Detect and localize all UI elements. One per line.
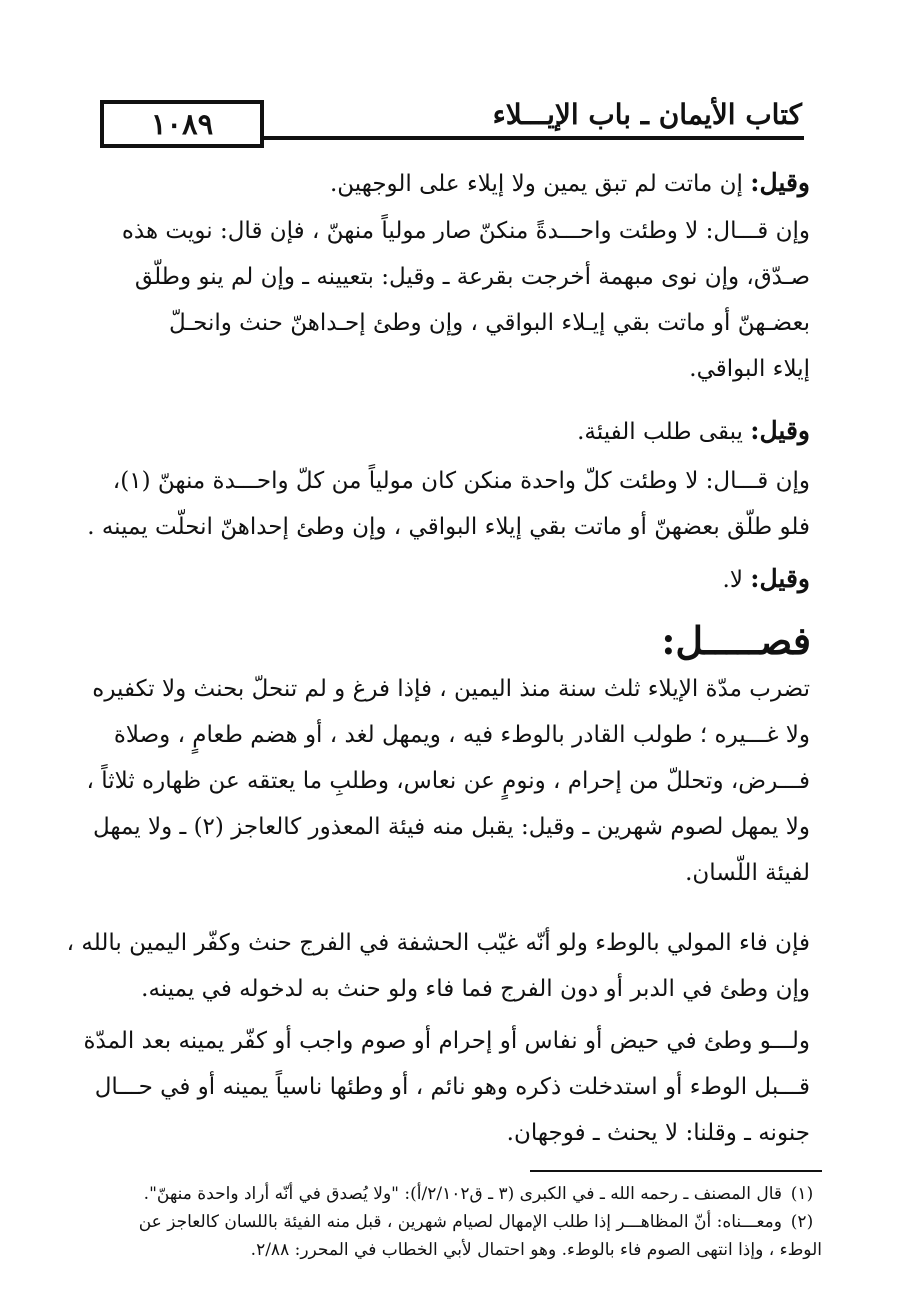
text-line xyxy=(70,254,810,300)
line-text: إيلاء البواقي. xyxy=(689,356,810,382)
text-line xyxy=(70,556,810,603)
text-line xyxy=(70,300,810,346)
text-line xyxy=(70,1064,810,1110)
paragraph-4 xyxy=(70,458,810,550)
footnote-text: الوطء ، وإذا انتهى الصوم فاء بالوطء. وهو احتمال لأبي الخطاب في المحرر: ٢/٨٨. xyxy=(250,1240,822,1260)
text-line xyxy=(70,208,810,254)
paragraph-6 xyxy=(70,666,810,896)
text-line xyxy=(70,758,810,804)
footnotes xyxy=(70,1180,822,1264)
text-line xyxy=(70,712,810,758)
paragraph-8 xyxy=(70,1018,810,1156)
line-text: جنونه ـ وقلنا: لا يحنث ـ فوجهان. xyxy=(506,1120,810,1146)
line-text: إن ماتت لم تبق يمين ولا إيلاء على الوجهين. xyxy=(329,171,751,197)
line-text: فإن فاء المولي بالوطء ولو أنّه غيّب الحشفة في الفرج حنث وكفّر اليمين بالله ، xyxy=(66,930,810,956)
line-text: تضرب مدّة الإيلاء ثلث سنة منذ اليمين ، فإذا فرغ و لم تنحلّ بحنث ولا تكفيره xyxy=(92,676,810,702)
line-text: وإن وطئ في الدبر أو دون الفرج فما فاء ولو حنث به لدخوله في يمينه. xyxy=(141,976,810,1002)
line-text: ولـــو وطئ في حيض أو نفاس أو إحرام أو صوم واجب أو كفّر يمينه بعد المدّة xyxy=(83,1028,810,1054)
line-text: قـــبل الوطء أو استدخلت ذكره وهو نائم ، أو وطئها ناسياً يمينه أو في حـــال xyxy=(94,1074,810,1100)
line-text: فـــرض، وتحللّ من إحرام ، ونومٍ عن نعاس، وطلبِ ما يعتقه عن ظهاره ثلاثاً ، xyxy=(86,768,810,794)
line-text: بعضـهنّ أو ماتت بقي إيـلاء البواقي ، وإن وطئ إحـداهنّ حنث وانحـلّ xyxy=(168,310,810,336)
line-text: وإن قـــال: لا وطئت كلّ واحدة منكن كان مولياً من كلّ واحـــدة منهنّ (١)، xyxy=(112,468,810,494)
footnote-2 xyxy=(70,1208,822,1236)
text-line xyxy=(70,408,810,455)
text-line xyxy=(70,966,810,1012)
text-line xyxy=(70,666,810,712)
footnote-text: ومعـــناه: أنّ المظاهـــر إذا طلب الإمهال لصيام شهرين ، قبل منه الفيئة باللسان كالعاجز عن xyxy=(138,1212,782,1232)
chapter-title: كتاب الأيمان ـ باب الإيـــلاء xyxy=(487,98,808,131)
section-heading: فصـــــل: xyxy=(661,618,811,663)
text-line xyxy=(70,804,810,850)
footnote-text: قال المصنف ـ رحمه الله ـ في الكبرى (٣ ـ ق٢/١٠٢/أ): "ولا يُصدق في أنّه أراد واحدة منهنّ". xyxy=(143,1184,782,1204)
paragraph-5 xyxy=(70,556,810,603)
line-text: وإن قـــال: لا وطئت واحـــدةً منكنّ صار مولياً منهنّ ، فإن قال: نويت هذه xyxy=(121,218,810,244)
text-line xyxy=(70,346,810,392)
line-text: لا. xyxy=(722,567,751,593)
running-header xyxy=(70,92,830,148)
text-line xyxy=(70,850,810,896)
line-text: لفيئة اللّسان. xyxy=(685,860,810,886)
keyword: وقيل: xyxy=(750,564,810,593)
text-line xyxy=(70,160,810,207)
footnote-2-continued xyxy=(70,1236,822,1264)
line-text: صـدّق، وإن نوى مبهمة أخرجت بقرعة ـ وقيل: بتعيينه ـ وإن لم ينو وطلّق xyxy=(134,264,810,290)
footnote-1 xyxy=(70,1180,822,1208)
page-number: ١٠٨٩ xyxy=(150,107,214,141)
text-line xyxy=(66,920,810,966)
paragraph-7 xyxy=(66,920,810,1012)
keyword: وقيل: xyxy=(750,416,810,445)
page-number-box xyxy=(100,100,264,148)
line-text: ولا غـــيره ؛ طولب القادر بالوطء فيه ، ويمهل لغد ، أو هضم طعامٍ ، وصلاة xyxy=(113,722,810,748)
footnote-separator xyxy=(530,1170,822,1172)
footnote-number: (٢) xyxy=(790,1212,814,1232)
footnote-number: (١) xyxy=(790,1184,814,1204)
line-text: ولا يمهل لصوم شهرين ـ وقيل: يقبل منه فيئة المعذور كالعاجز (٢) ـ ولا يمهل xyxy=(92,814,810,840)
line-text: يبقى طلب الفيئة. xyxy=(577,419,751,445)
text-line xyxy=(70,504,810,550)
paragraph-3 xyxy=(70,408,810,455)
text-line xyxy=(70,1018,810,1064)
paragraph-2 xyxy=(70,208,810,392)
text-line xyxy=(70,1110,810,1156)
keyword: وقيل: xyxy=(750,168,810,197)
paragraph-1 xyxy=(70,160,810,207)
text-line xyxy=(70,458,810,504)
line-text: فلو طلّق بعضهنّ أو ماتت بقي إيلاء البواقي ، وإن وطئ إحداهنّ انحلّت يمينه . xyxy=(87,514,810,540)
